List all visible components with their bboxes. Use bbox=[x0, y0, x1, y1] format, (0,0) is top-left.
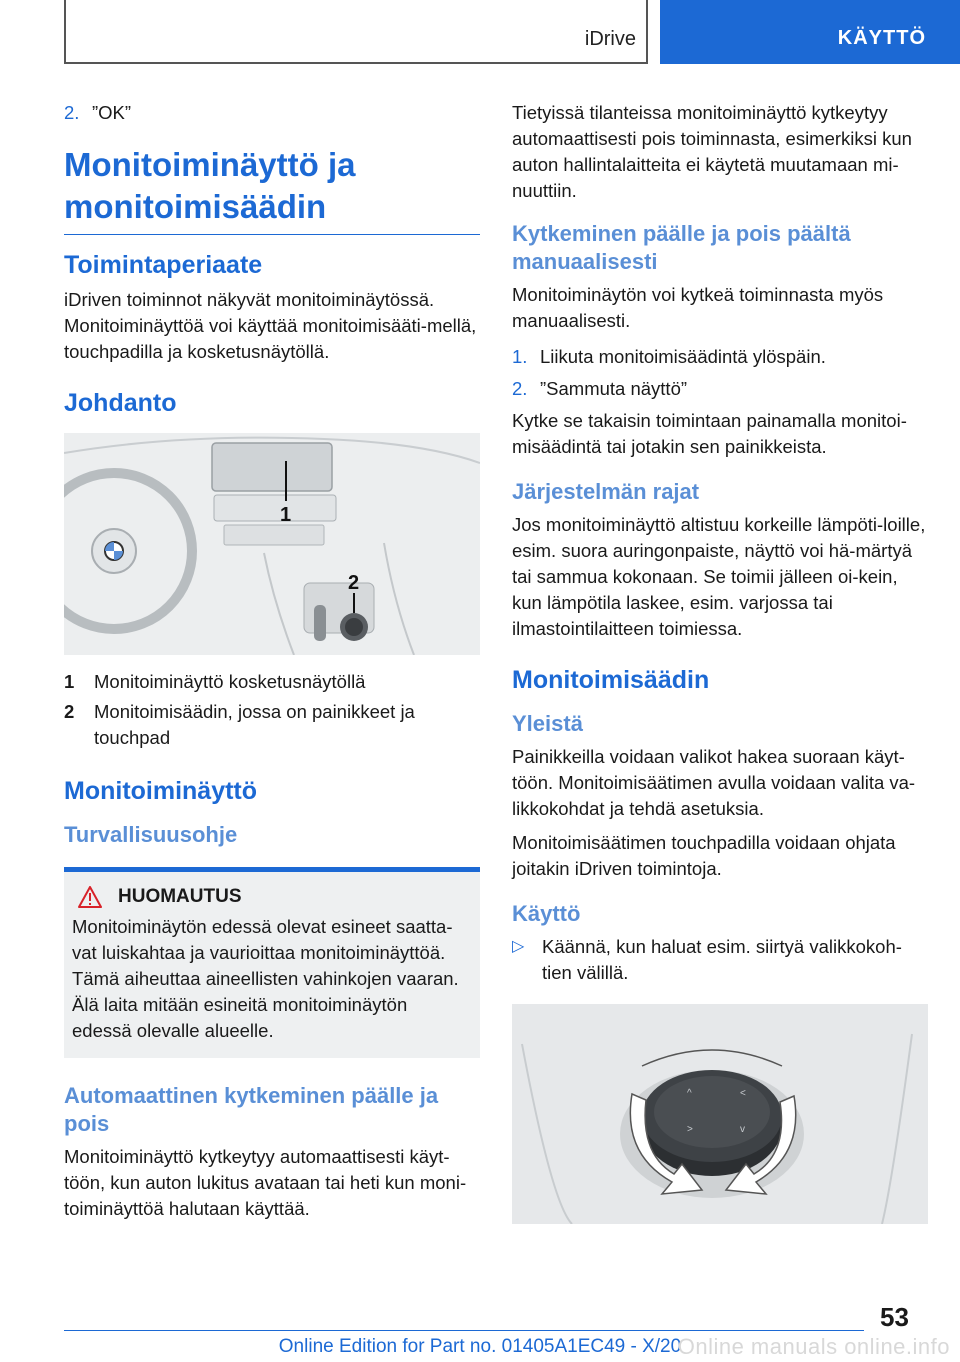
legend-item bbox=[64, 669, 480, 695]
heading-auto-switch: Automaattinen kytkeminen päälle ja pois bbox=[64, 1083, 439, 1136]
warning-header bbox=[72, 886, 470, 908]
controller-figure bbox=[512, 1004, 928, 1224]
figure-callout-2: 2 bbox=[348, 572, 360, 594]
numbered-step bbox=[512, 376, 928, 402]
heading-principle: Toimintaperiaate bbox=[64, 251, 263, 279]
svg-text:>: > bbox=[687, 1124, 693, 1135]
warning-title: HUOMAUTUS bbox=[118, 886, 242, 907]
legend-text: Monitoimisäädin, jossa on painikkeet ja touchpad bbox=[94, 701, 415, 748]
page-number: 53 bbox=[880, 1302, 909, 1332]
footer-edition: Online Edition for Part no. 01405A1EC49 - X/20 bbox=[278, 1336, 682, 1357]
svg-text:<: < bbox=[740, 1088, 746, 1099]
header-chapter-label: KÄYTTÖ bbox=[837, 27, 926, 49]
paragraph-switch-back: Kytke se takaisin toimintaan painamalla monitoi-misäädintä tai jotakin sen painikkeista. bbox=[512, 410, 907, 457]
header-chapter-tab bbox=[660, 0, 960, 64]
heading-manual: Kytkeminen päälle ja pois päältä manuaalisesti bbox=[512, 221, 851, 274]
paragraph-auto-switch: Monitoiminäyttö kytkeytyy automaattisesti käyt-töön, kun auton lukitus avataan tai heti kun moni-toiminäyttöä halutaan käyttää. bbox=[64, 1146, 467, 1219]
warning-triangle-icon bbox=[78, 886, 102, 908]
header-section-title: iDrive bbox=[584, 28, 636, 50]
legend-number: 2 bbox=[64, 701, 75, 722]
numbered-step bbox=[64, 100, 480, 126]
legend-item bbox=[64, 699, 480, 751]
heading-controller: Monitoimisäädin bbox=[512, 666, 710, 694]
triangle-bullet-icon: ▷ bbox=[512, 938, 525, 955]
step-number: 2. bbox=[512, 378, 528, 399]
footer-divider bbox=[64, 1330, 864, 1331]
step-text: ”Sammuta näyttö” bbox=[540, 378, 688, 399]
paragraph-principle: iDriven toiminnot näkyvät monitoiminäytössä. Monitoiminäyttöä voi käyttää monitoimisääti-mellä, touchpadilla ja kosketusnäytöllä. bbox=[64, 289, 477, 362]
svg-text:^: ^ bbox=[687, 1088, 692, 1099]
warning-note bbox=[64, 867, 480, 1058]
heading-intro: Johdanto bbox=[64, 389, 177, 417]
dashboard-figure bbox=[64, 433, 480, 655]
heading-use: Käyttö bbox=[512, 901, 581, 926]
legend-number: 1 bbox=[64, 671, 75, 692]
step-number: 1. bbox=[512, 346, 528, 367]
heading-general: Yleistä bbox=[512, 711, 583, 736]
page-title: Monitoiminäyttö ja monitoimisäädin bbox=[64, 144, 480, 235]
numbered-step bbox=[512, 344, 928, 370]
warning-text: Monitoiminäytön edessä olevat esineet saatta-vat luiskahtaa ja vaurioittaa monitoiminäyttöä. Tämä aiheuttaa aineellisten vahinkojen vaaran. Älä laita mitään esineitä monitoiminäytön edessä olevalle alueelle. bbox=[72, 916, 459, 1041]
controller-illustration bbox=[512, 1004, 928, 1224]
heading-display: Monitoiminäyttö bbox=[64, 777, 258, 805]
svg-text:v: v bbox=[740, 1124, 745, 1135]
header-frame bbox=[64, 0, 648, 64]
step-number: 2. bbox=[64, 102, 80, 123]
legend-text: Monitoiminäyttö kosketusnäytöllä bbox=[94, 671, 366, 692]
heading-safety: Turvallisuusohje bbox=[64, 822, 238, 847]
step-text: Liikuta monitoimisäädintä ylöspäin. bbox=[540, 346, 826, 367]
bullet-item bbox=[512, 934, 928, 986]
paragraph-general-1: Painikkeilla voidaan valikot hakea suoraan käyt-töön. Monitoimisäätimen avulla voidaan valita va-likkokohdat ja tehdä asetuksia. bbox=[512, 746, 916, 819]
paragraph-general-2: Monitoimisäätimen touchpadilla voidaan ohjata joitakin iDriven toimintoja. bbox=[512, 832, 896, 879]
right-column bbox=[512, 100, 928, 1238]
figure-callout-1: 1 bbox=[280, 504, 292, 526]
paragraph-auto-off: Tietyissä tilanteissa monitoiminäyttö kytkeytyy automaattisesti pois toiminnasta, esimerkiksi kun auton hallintalaitteita ei käytetä muutamaan mi-nuuttiin. bbox=[512, 102, 912, 201]
paragraph-manual: Monitoiminäytön voi kytkeä toiminnasta myös manuaalisesti. bbox=[512, 284, 884, 331]
heading-limits: Järjestelmän rajat bbox=[512, 479, 700, 504]
dashboard-illustration bbox=[64, 433, 480, 655]
paragraph-limits: Jos monitoiminäyttö altistuu korkeille lämpöti-loille, esim. suora auringonpaiste, näyttö voi hä-märtyä tai sammua kokonaan. Se toimii jälleen oi-kein, kun lämpötila laskee, esim. varjossa tai ilmastointilaitteen toimiessa. bbox=[512, 514, 926, 639]
left-column bbox=[64, 100, 480, 1230]
bullet-text: Käännä, kun haluat esim. siirtyä valikkokoh-tien välillä. bbox=[542, 936, 902, 983]
watermark: Online manuals online.info bbox=[677, 1334, 950, 1359]
step-text: ”OK” bbox=[92, 102, 132, 123]
